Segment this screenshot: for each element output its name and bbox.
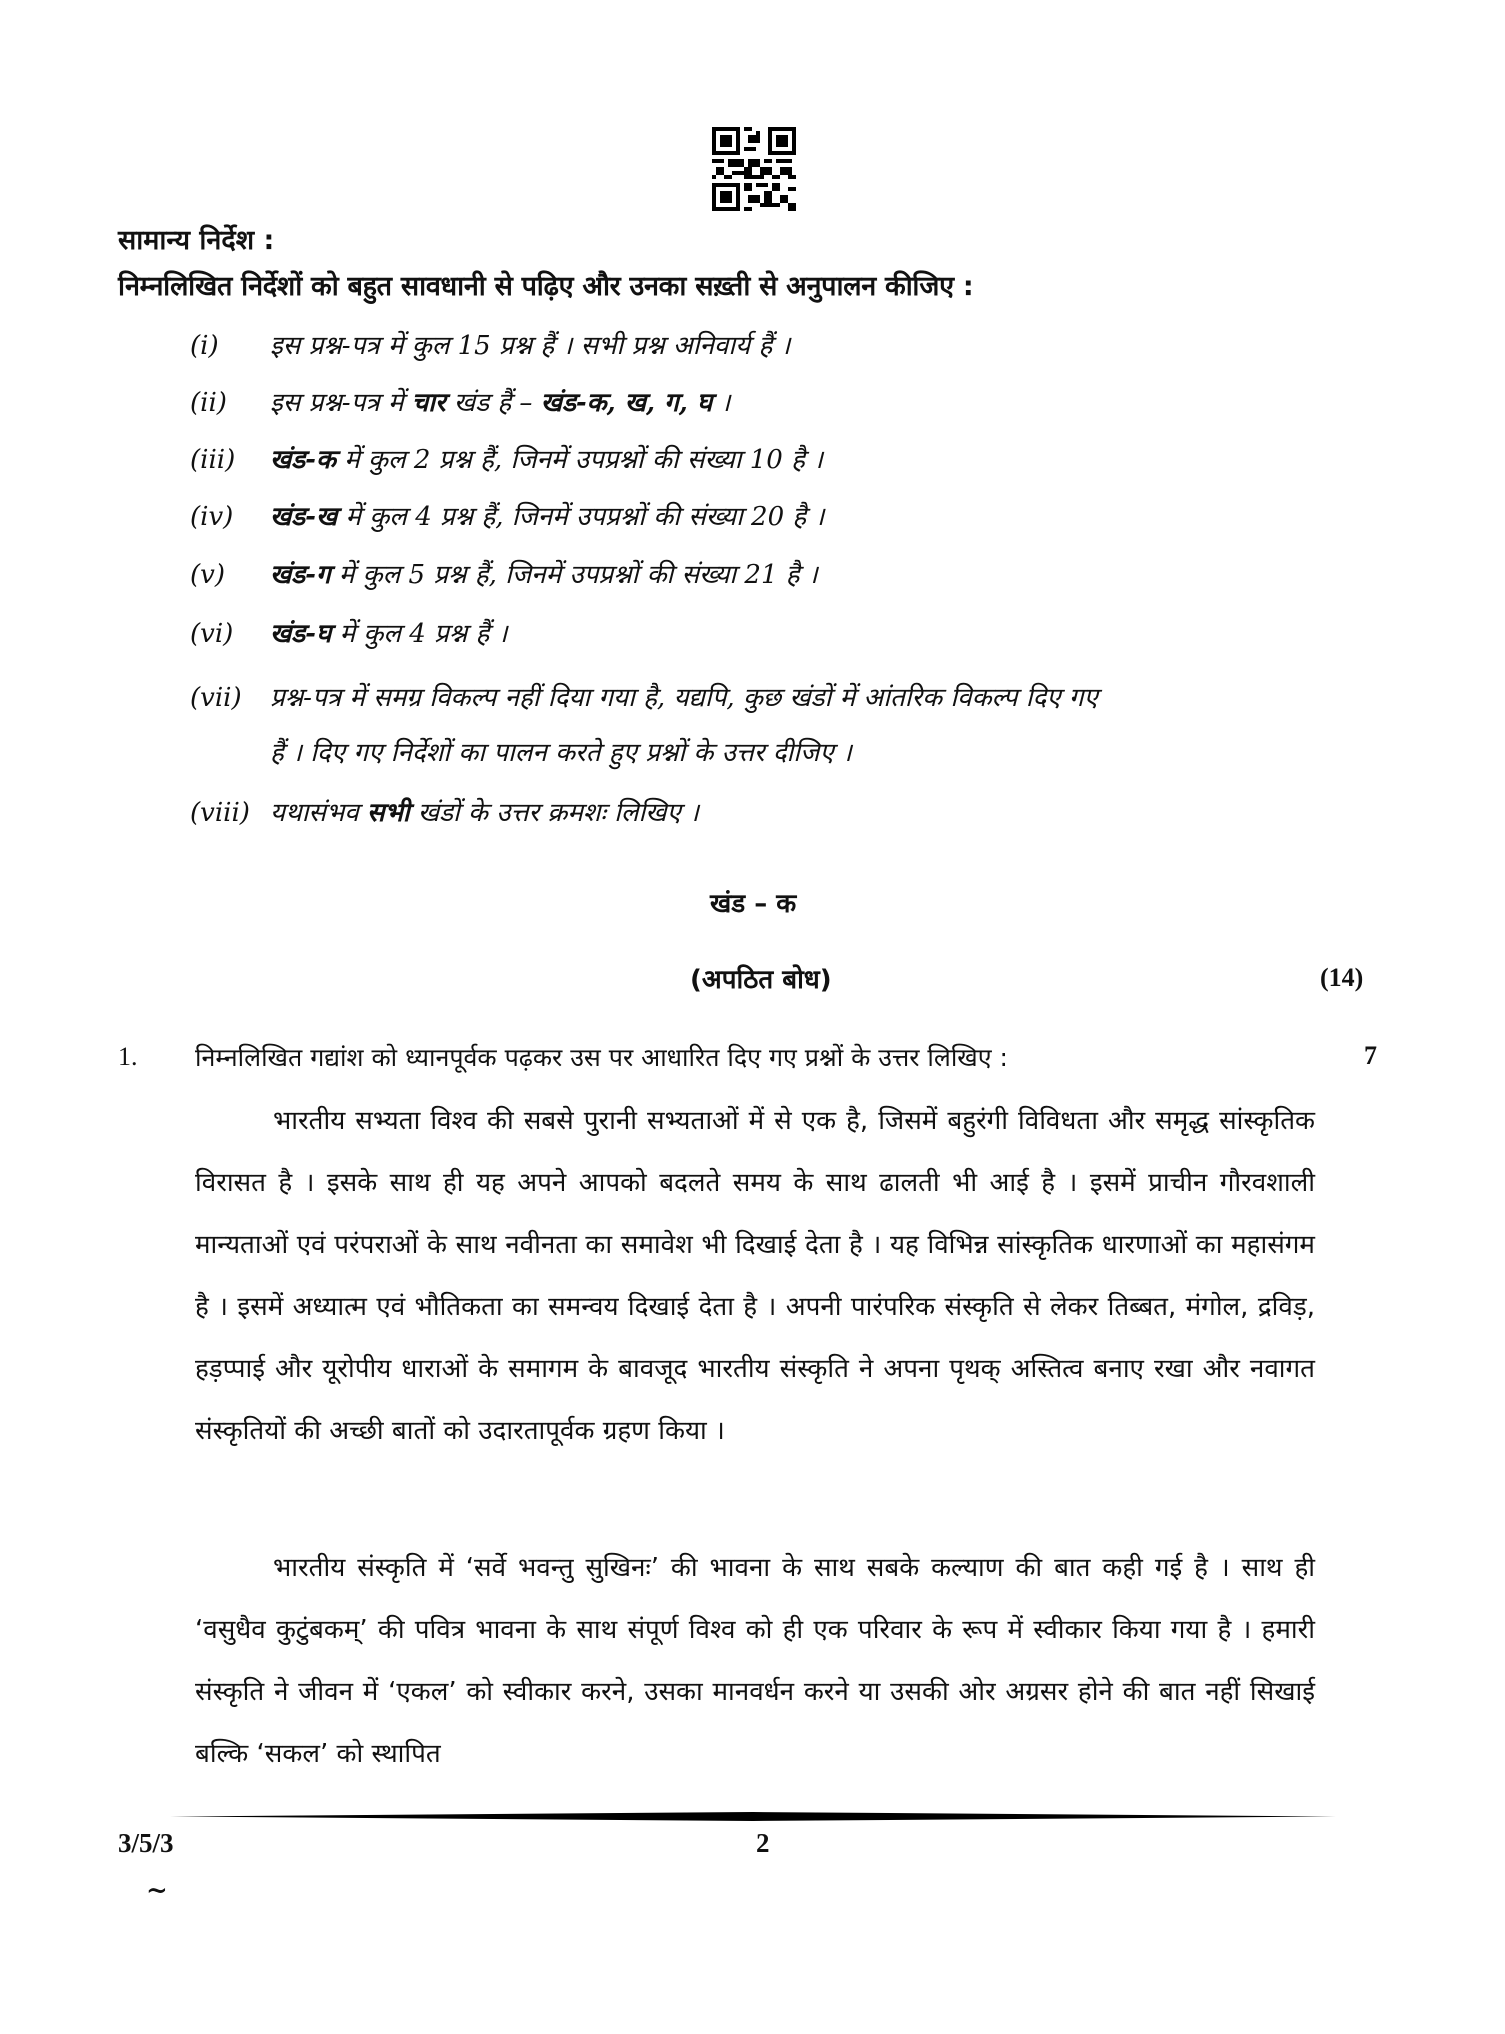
qr-code-icon xyxy=(712,126,796,212)
instruction-text: खंडों के उत्तर क्रमशः लिखिए । xyxy=(409,798,699,828)
question-number: 1. xyxy=(118,1042,138,1071)
instruction-label: (viii) xyxy=(190,798,250,828)
instruction-emphasis: खंड-ग xyxy=(270,560,331,590)
instruction-text: में कुल 5 प्रश्न हैं, जिनमें उपप्रश्नों की संख्या 21 है । xyxy=(330,560,818,590)
instruction-emphasis: चार xyxy=(411,388,446,418)
section-title: खंड – क xyxy=(710,889,797,919)
instruction-emphasis: खंड-क, ख, ग, घ xyxy=(540,388,713,418)
question-marks: 7 xyxy=(1364,1041,1377,1070)
footer-rule xyxy=(170,1812,1336,1821)
instruction-text: इस प्रश्न-पत्र में xyxy=(270,388,412,418)
instruction-text: प्रश्न-पत्र में समग्र विकल्प नहीं दिया गया है, यद्यपि, कुछ खंडों में आंतरिक विकल्प दिए गए xyxy=(270,683,1098,713)
instruction-text: में कुल 4 प्रश्न हैं, जिनमें उपप्रश्नों की संख्या 20 है । xyxy=(337,502,825,532)
instruction-emphasis: सभी xyxy=(367,798,410,828)
instruction-text: में कुल 4 प्रश्न हैं । xyxy=(331,619,508,649)
passage xyxy=(195,1537,1315,1785)
instruction-emphasis: खंड-क xyxy=(270,445,336,475)
general-instructions-title: सामान्य निर्देश : xyxy=(118,225,275,256)
instruction-continuation: हैं । दिए गए निर्देशों का पालन करते हुए प्रश्नों के उत्तर दीजिए । xyxy=(270,738,852,768)
instruction-item xyxy=(190,440,823,476)
instruction-emphasis: खंड-ख xyxy=(270,502,338,532)
instruction-label: (ii) xyxy=(190,388,227,418)
page-number: 2 xyxy=(756,1828,770,1858)
paper-code: 3/5/3 xyxy=(118,1828,174,1858)
instruction-text: खंड हैं – xyxy=(445,388,541,418)
instruction-item xyxy=(190,383,730,419)
question-text: निम्नलिखित गद्यांश को ध्यानपूर्वक पढ़कर उस पर आधारित दिए गए प्रश्नों के उत्तर लिखिए : xyxy=(195,1043,1008,1072)
instruction-text: में कुल 2 प्रश्न हैं, जिनमें उपप्रश्नों की संख्या 10 है । xyxy=(335,445,824,475)
instruction-item xyxy=(190,614,507,650)
instruction-item xyxy=(190,678,1098,714)
section-subtitle: (अपठित बोध) xyxy=(690,965,832,995)
instruction-label: (iv) xyxy=(190,502,234,532)
instruction-label: (vi) xyxy=(190,619,234,649)
instruction-item xyxy=(190,555,818,591)
instruction-item xyxy=(190,793,699,829)
instructions-lead: निम्नलिखित निर्देशों को बहुत सावधानी से पढ़िए और उनका सख़्ती से अनुपालन कीजिए : xyxy=(118,271,974,302)
instruction-emphasis: खंड-घ xyxy=(270,619,332,649)
instruction-label: (iii) xyxy=(190,445,236,475)
passage-paragraph: भारतीय सभ्यता विश्व की सबसे पुरानी सभ्यताओं में से एक है, जिसमें बहुरंगी विविधता और समृद्ध सांस्कृतिक विरासत है । इसके साथ ही यह अपने आपको बदलते समय के साथ ढालती भी आई है । इसमें प्राचीन गौरवशाली मान्यताओं एवं परंपराओं के साथ नवीनता का समावेश भी दिखाई देता है । यह विभिन्न सांस्कृतिक धारणाओं का महासंगम है । इसमें अध्यात्म एवं भौतिकता का समन्वय दिखाई देता है । अपनी पारंपरिक संस्कृति से लेकर तिब्बत, मंगोल, द्रविड़, हड़प्पाई और यूरोपीय धाराओं के समागम के बावजूद भारतीय संस्कृति ने अपना पृथक् अस्तित्व बनाए रखा और नवागत संस्कृतियों की अच्छी बातों को उदारतापूर्वक ग्रहण किया । xyxy=(195,1106,1315,1446)
instruction-text: यथासंभव xyxy=(270,798,368,828)
instruction-text: इस प्रश्न-पत्र में कुल 15 प्रश्न हैं । सभी प्रश्न अनिवार्य हैं । xyxy=(270,331,791,361)
tilde-mark: ~ xyxy=(146,1876,168,1906)
instruction-text: । xyxy=(712,388,731,418)
instruction-label: (vii) xyxy=(190,683,242,713)
instruction-label: (i) xyxy=(190,331,219,361)
instruction-item xyxy=(190,326,790,362)
section-marks: (14) xyxy=(1320,963,1364,992)
instruction-label: (v) xyxy=(190,560,225,590)
passage xyxy=(195,1090,1315,1462)
passage-paragraph: भारतीय संस्कृति में ‘सर्वे भवन्तु सुखिनः’ की भावना के साथ सबके कल्याण की बात कही गई है । साथ ही ‘वसुधैव कुटुंबकम्’ की पवित्र भावना के साथ संपूर्ण विश्व को ही एक परिवार के रूप में स्वीकार किया गया है । हमारी संस्कृति ने जीवन में ‘एकल’ को स्वीकार करने, उसका मानवर्धन करने या उसकी ओर अग्रसर होने की बात नहीं सिखाई बल्कि ‘सकल’ को स्थापित xyxy=(195,1553,1315,1769)
instruction-item xyxy=(190,497,824,533)
